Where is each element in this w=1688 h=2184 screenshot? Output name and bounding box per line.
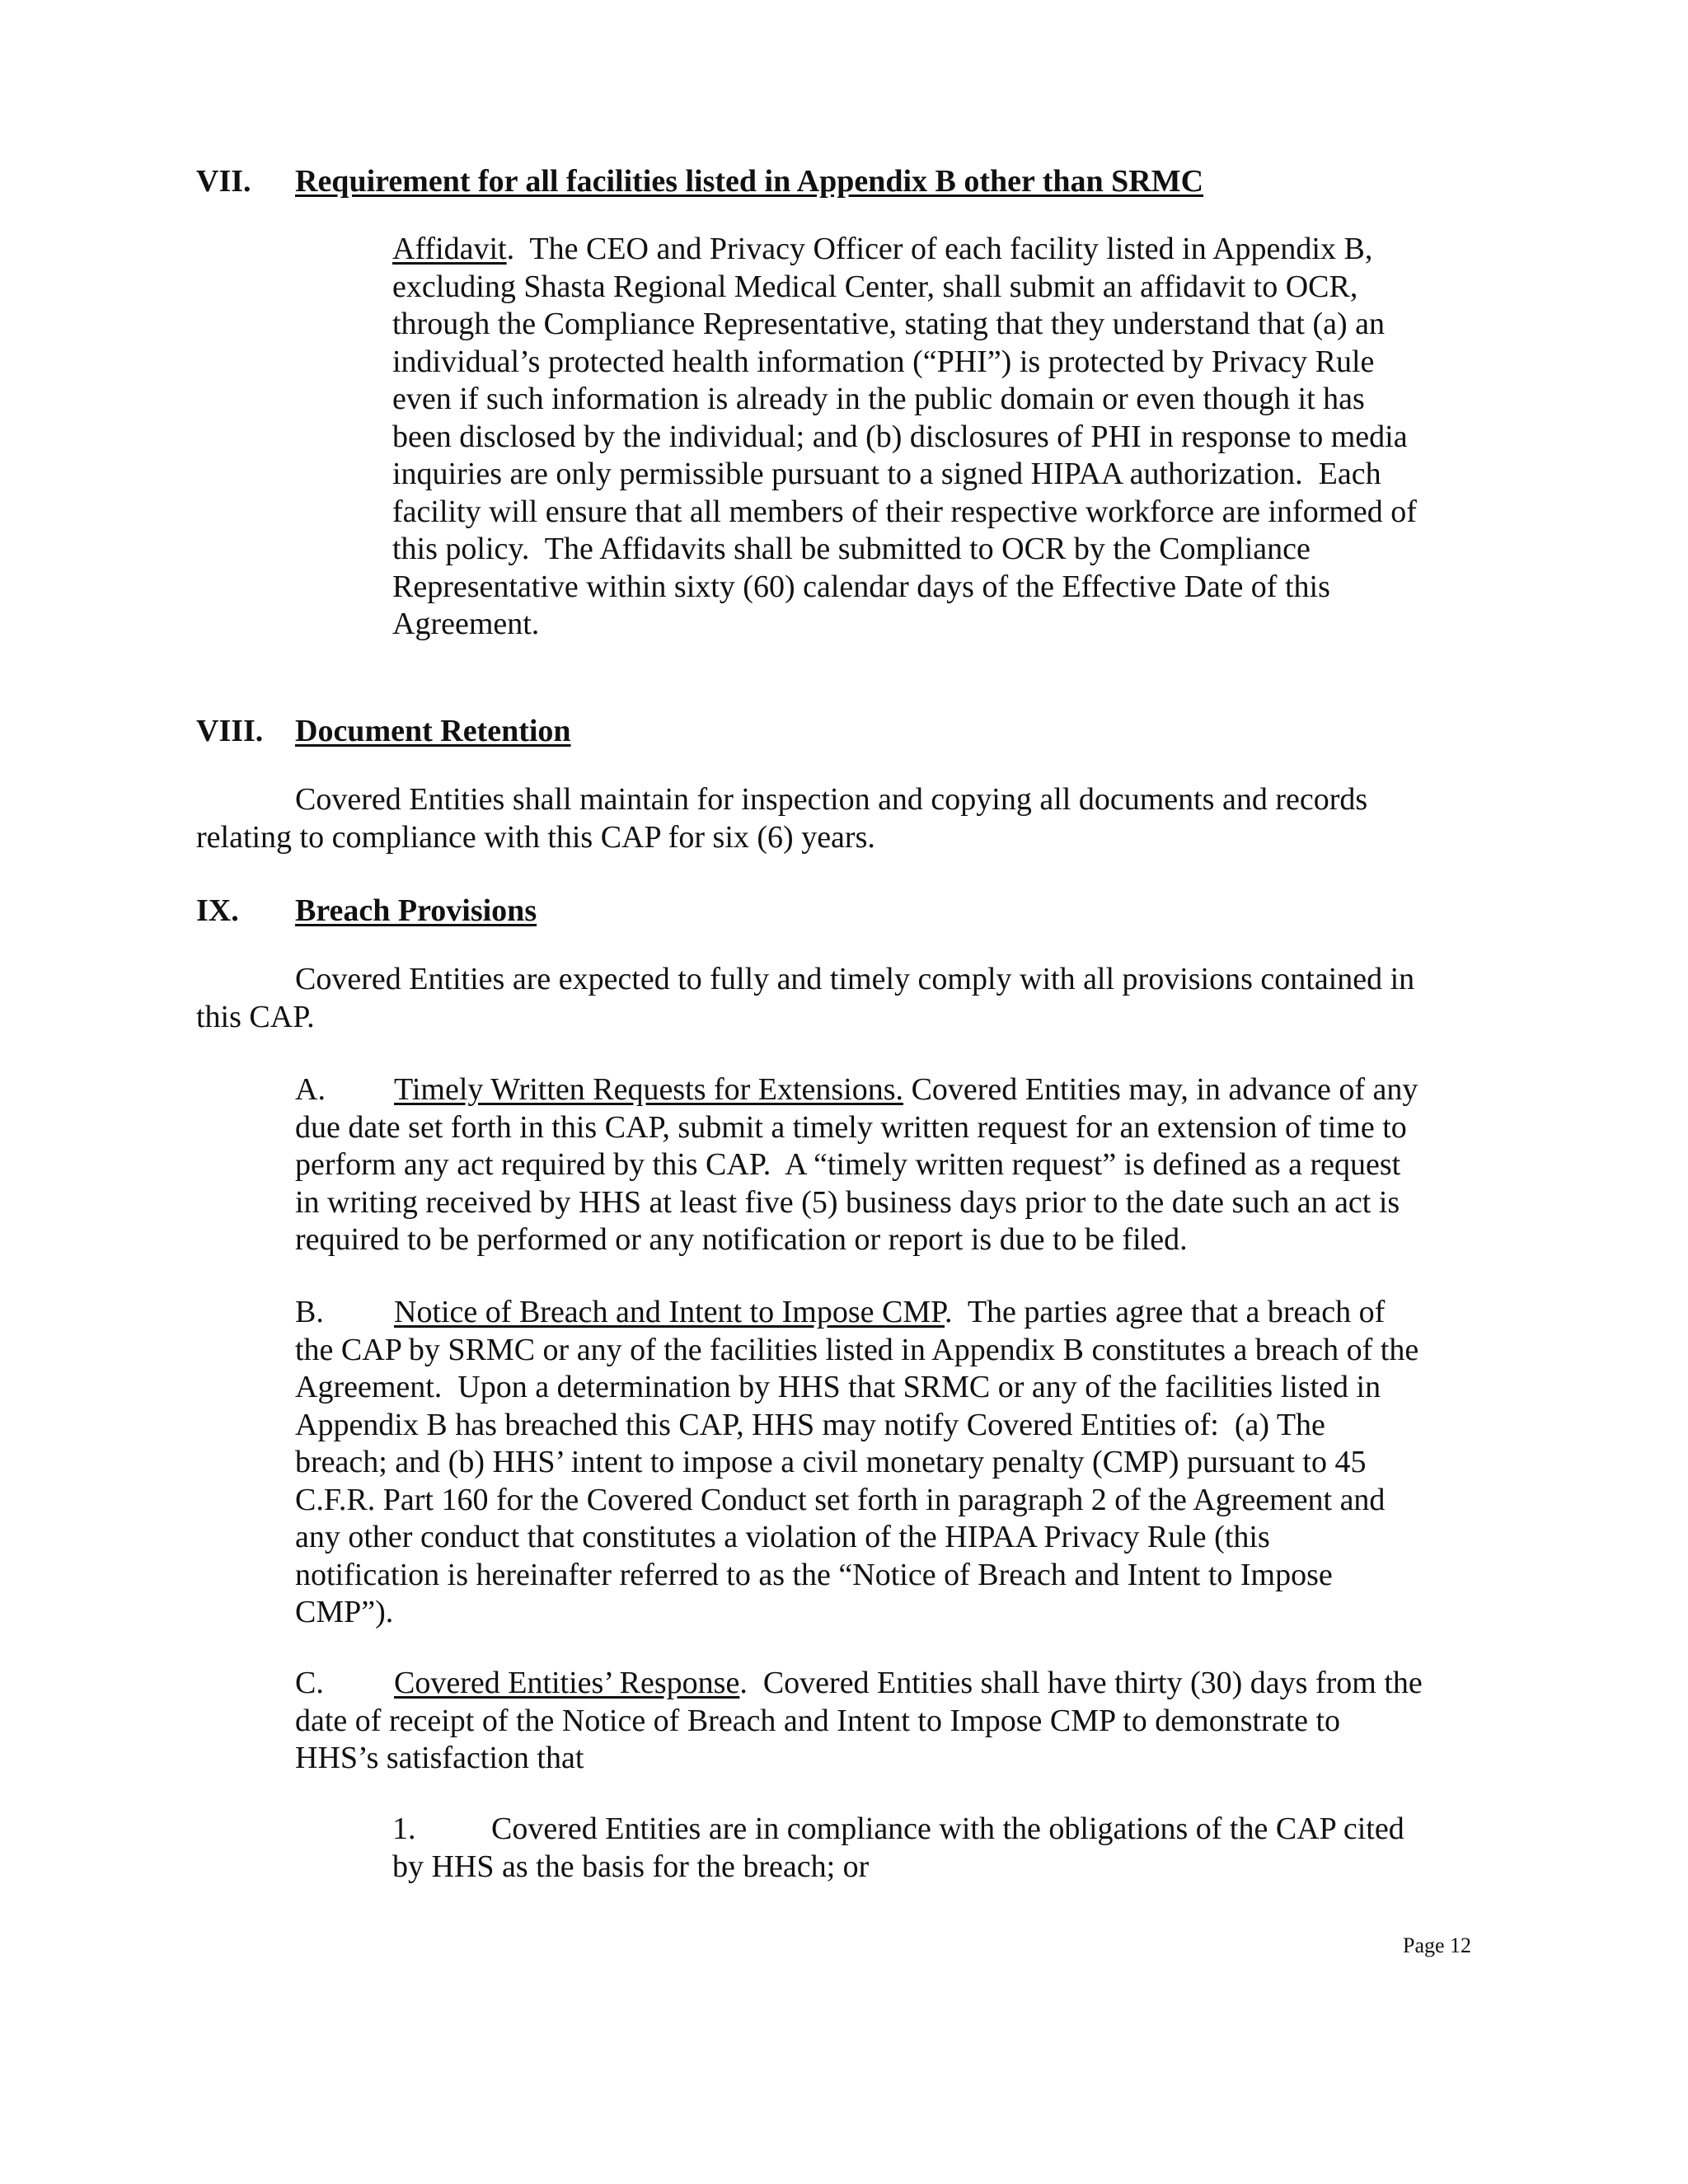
para-line: C.F.R. Part 160 for the Covered Conduct set forth in paragraph 2 of the Agreement and <box>295 1482 1386 1517</box>
para-line: facility will ensure that all members of their respective workforce are informed of <box>392 494 1417 529</box>
para-line: through the Compliance Representative, stating that they understand that (a) an <box>392 307 1386 341</box>
para-line: Agreement. Upon a determination by HHS that SRMC or any of the facilities listed in <box>295 1370 1381 1404</box>
para-line: Covered Entities are expected to fully and timely comply with all provisions contained in <box>295 962 1415 996</box>
section-vii-title: Requirement for all facilities listed in Appendix B other than SRMC <box>295 164 1204 199</box>
para-line: date of receipt of the Notice of Breach and Intent to Impose CMP to demonstrate to <box>295 1703 1341 1738</box>
item-c-marker: C. <box>295 1666 324 1700</box>
section-ix-title: Breach Provisions <box>295 893 537 928</box>
para-line: due date set forth in this CAP, submit a timely written request for an extension of time to <box>295 1109 1407 1145</box>
item-c1-marker: 1. <box>392 1811 416 1846</box>
section-ix-heading <box>196 892 537 930</box>
para-line: by HHS as the basis for the breach; or <box>392 1849 870 1884</box>
para-line: Covered Entities may, in advance of any <box>903 1072 1418 1107</box>
item-a-marker: A. <box>295 1072 326 1107</box>
para-line: in writing received by HHS at least five (5) business days prior to the date such an act is <box>295 1184 1400 1220</box>
para-line: required to be performed or any notification or report is due to be filed. <box>295 1222 1188 1257</box>
para-line: . Covered Entities shall have thirty (30) days from the <box>739 1666 1423 1700</box>
para-line: Agreement. <box>392 607 540 641</box>
para-line: Covered Entities are in compliance with the obligations of the CAP cited <box>491 1811 1404 1846</box>
para-line: breach; and (b) HHS’ intent to impose a civil monetary penalty (CMP) pursuant to 45 <box>295 1445 1367 1479</box>
item-a-label: Timely Written Requests for Extensions. <box>394 1072 904 1107</box>
para-line: even if such information is already in the public domain or even though it has <box>392 382 1365 416</box>
para-line: notification is hereinafter referred to as the “Notice of Breach and Intent to Impose <box>295 1557 1333 1592</box>
para-line: Covered Entities shall maintain for inspection and copying all documents and records <box>295 782 1368 817</box>
para-line: any other conduct that constitutes a violation of the HIPAA Privacy Rule (this <box>295 1520 1270 1554</box>
para-line: inquiries are only permissible pursuant to a signed HIPAA authorization. Each <box>392 457 1381 491</box>
item-c-label: Covered Entities’ Response <box>394 1666 740 1700</box>
affidavit-label: Affidavit <box>392 232 507 266</box>
section-viii-heading <box>196 712 571 750</box>
item-a-paragraph <box>295 1071 1418 1259</box>
para-line: this CAP. <box>196 999 315 1034</box>
page-number: Page 12 <box>1403 1933 1472 1957</box>
item-b-paragraph <box>295 1294 1418 1632</box>
item-b-marker: B. <box>295 1295 324 1329</box>
para-line: relating to compliance with this CAP for six (6) years. <box>196 819 875 855</box>
para-line: . The parties agree that a breach of <box>945 1295 1386 1329</box>
section-ix-number: IX. <box>196 893 239 928</box>
para-line: individual’s protected health information (“PHI”) is protected by Privacy Rule <box>392 344 1375 379</box>
para-line: Representative within sixty (60) calendar days of the Effective Date of this <box>392 569 1330 604</box>
section-vii-paragraph <box>392 231 1417 644</box>
para-line: . The CEO and Privacy Officer of each facility listed in Appendix B, <box>506 232 1373 266</box>
section-ix-intro <box>196 961 1414 1036</box>
para-line: perform any act required by this CAP. A “timely written request” is defined as a request <box>295 1147 1401 1182</box>
section-vii-heading <box>196 162 1203 200</box>
para-line: CMP”). <box>295 1595 394 1629</box>
para-line: this policy. The Affidavits shall be submitted to OCR by the Compliance <box>392 532 1311 566</box>
para-line: the CAP by SRMC or any of the facilities listed in Appendix B constitutes a breach of the <box>295 1332 1419 1367</box>
section-viii-number: VIII. <box>196 714 264 748</box>
para-line: excluding Shasta Regional Medical Center, shall submit an affidavit to OCR, <box>392 269 1358 304</box>
item-b-label: Notice of Breach and Intent to Impose CMP <box>394 1295 945 1329</box>
section-viii-paragraph <box>196 781 1367 856</box>
item-c-paragraph <box>295 1665 1423 1778</box>
para-line: been disclosed by the individual; and (b) disclosures of PHI in response to media <box>392 419 1408 454</box>
para-line: Appendix B has breached this CAP, HHS may notify Covered Entities of: (a) The <box>295 1407 1325 1442</box>
item-c1-paragraph <box>392 1811 1404 1886</box>
section-vii-number: VII. <box>196 164 251 199</box>
para-line: HHS’s satisfaction that <box>295 1741 584 1775</box>
section-viii-title: Document Retention <box>295 714 571 748</box>
